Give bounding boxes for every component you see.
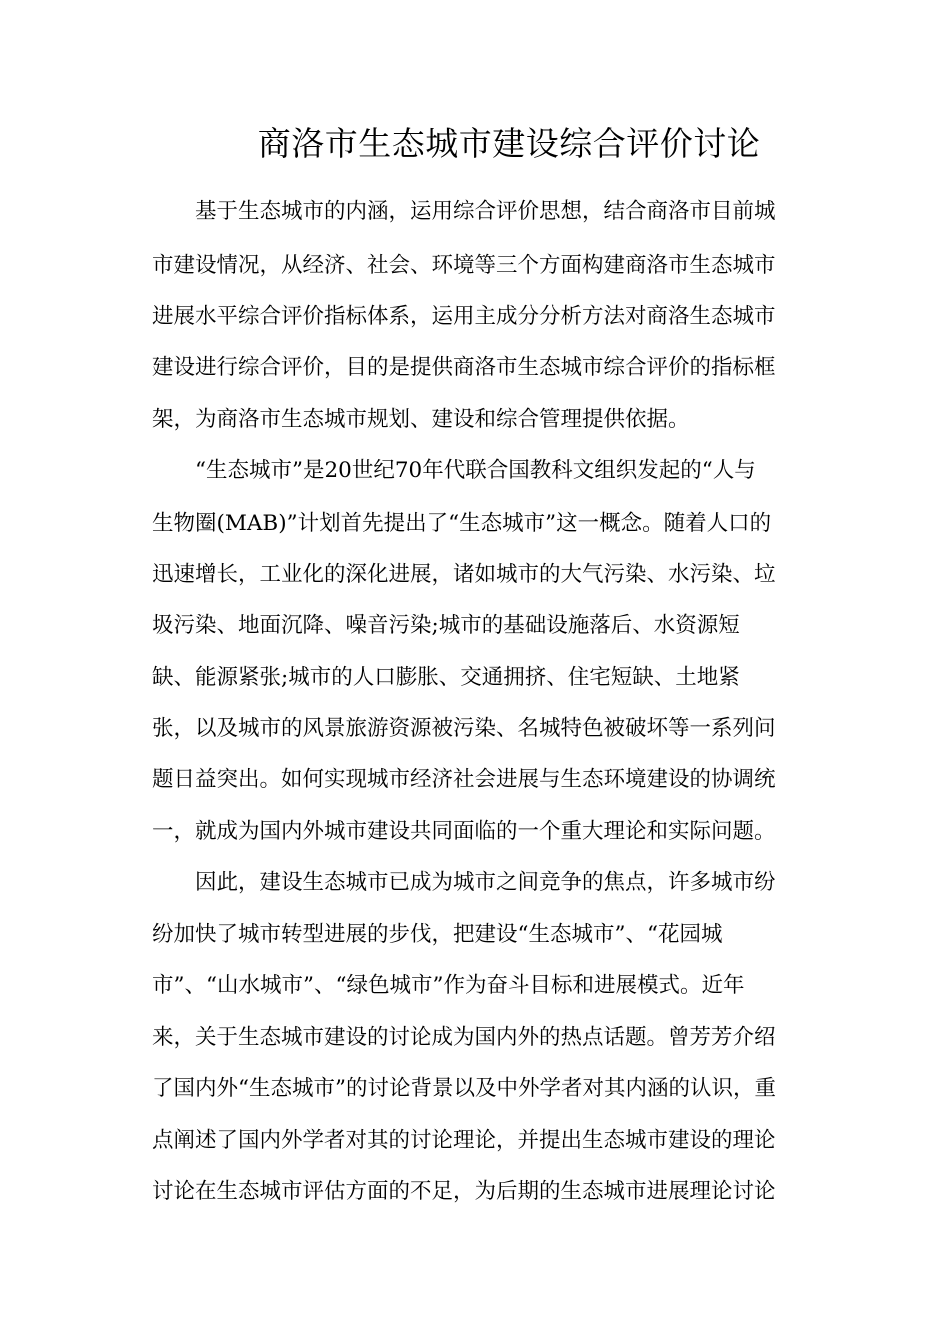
paragraph-3-line-6: 点阐述了国内外学者对其的讨论理论，并提出生态城市建设的理论: [152, 1128, 776, 1153]
paragraph-1-line-5: 架，为商洛市生态城市规划、建设和综合管理提供依据。: [152, 407, 690, 432]
paragraph-2-line-7: 题日益突出。如何实现城市经济社会进展与生态环境建设的协调统: [152, 767, 776, 792]
paragraph-3-line-5: 了国内外“生态城市”的讨论背景以及中外学者对其内涵的认识，重: [152, 1076, 776, 1101]
paragraph-3-line-4: 来，关于生态城市建设的讨论成为国内外的热点话题。曾芳芳介绍: [152, 1025, 776, 1050]
paragraph-2-line-2: 生物圈(MAB)”计划首先提出了“生态城市”这一概念。随着人口的: [152, 511, 772, 536]
paragraph-2-line-4: 圾污染、地面沉降、噪音污染;城市的基础设施落后、水资源短: [152, 613, 740, 638]
paragraph-1-line-3: 进展水平综合评价指标体系，运用主成分分析方法对商洛生态城市: [152, 304, 776, 329]
document-title: 商洛市生态城市建设综合评价讨论: [257, 124, 761, 163]
paragraph-1-line-4: 建设进行综合评价，目的是提供商洛市生态城市综合评价的指标框: [152, 355, 776, 380]
paragraph-2-line-1: “生态城市”是20世纪70年代联合国教科文组织发起的“人与: [195, 458, 756, 483]
paragraph-2-line-5: 缺、能源紧张;城市的人口膨胀、交通拥挤、住宅短缺、土地紧: [152, 665, 740, 690]
paragraph-1-line-2: 市建设情况，从经济、社会、环境等三个方面构建商洛市生态城市: [152, 253, 776, 278]
paragraph-2-line-8: 一，就成为国内外城市建设共同面临的一个重大理论和实际问题。: [152, 819, 776, 844]
paragraph-2-line-3: 迅速增长，工业化的深化进展，诸如城市的大气污染、水污染、垃: [152, 562, 776, 587]
paragraph-3-line-1: 因此，建设生态城市已成为城市之间竞争的焦点，许多城市纷: [195, 870, 776, 895]
paragraph-3-line-3: 市”、“山水城市”、“绿色城市”作为奋斗目标和进展模式。近年: [152, 973, 745, 998]
paragraph-3-line-7: 讨论在生态城市评估方面的不足，为后期的生态城市进展理论讨论: [152, 1179, 776, 1204]
paragraph-1-line-1: 基于生态城市的内涵，运用综合评价思想，结合商洛市目前城: [195, 199, 776, 224]
paragraph-2-line-6: 张，以及城市的风景旅游资源被污染、名城特色被破坏等一系列问: [152, 716, 776, 741]
paragraph-3-line-2: 纷加快了城市转型进展的步伐，把建设“生态城市”、“花园城: [152, 922, 723, 947]
